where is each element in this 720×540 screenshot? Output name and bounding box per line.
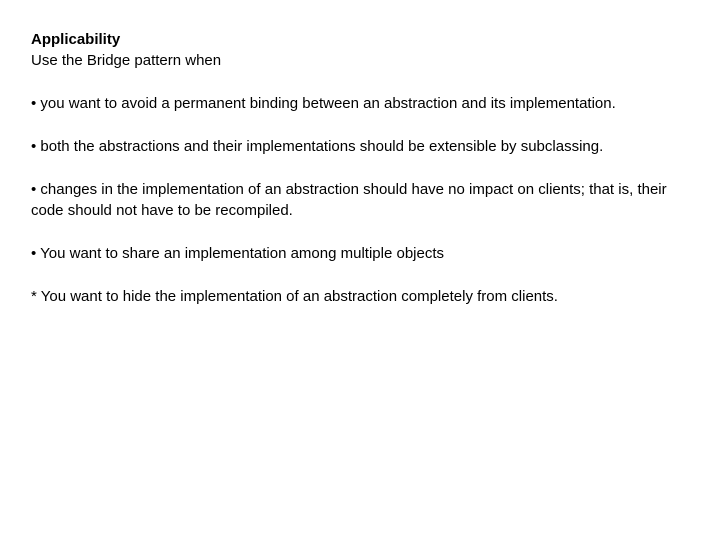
slide-content — [31, 29, 691, 307]
slide-intro: Use the Bridge pattern when — [31, 52, 222, 69]
bullet-item: • both the abstractions and their implementations should be extensible by subclassing. — [31, 138, 604, 155]
bullet-item: * You want to hide the implementation of an abstraction completely from clients. — [31, 288, 558, 305]
slide-heading: Applicability — [31, 31, 121, 48]
bullet-item: • changes in the implementation of an abstraction should have no impact on clients; that is, their code should not have to be recompiled. — [31, 181, 667, 219]
bullet-item: • You want to share an implementation among multiple objects — [31, 245, 444, 262]
bullet-item: • you want to avoid a permanent binding between an abstraction and its implementation. — [31, 95, 616, 112]
